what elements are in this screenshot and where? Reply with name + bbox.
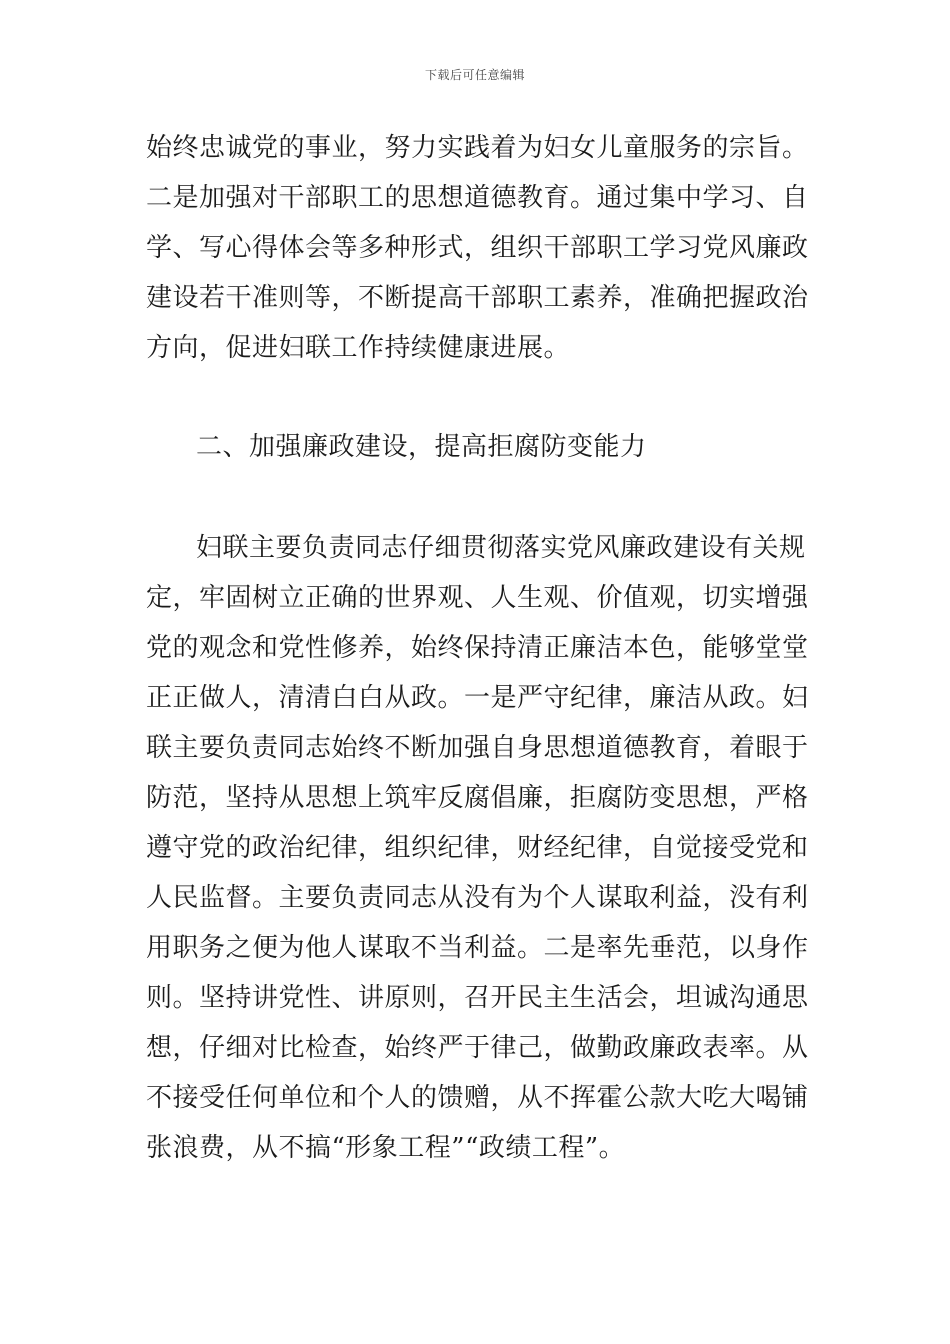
text-line: 联主要负责同志始终不断加强自身思想道德教育，着眼于 xyxy=(146,733,809,763)
text-line: 妇联主要负责同志仔细贯彻落实党风廉政建设有关规 xyxy=(196,533,806,563)
text-line: 不接受任何单位和个人的馈赠，从不挥霍公款大吃大喝铺 xyxy=(146,1083,809,1113)
text-line: 二是加强对干部职工的思想道德教育。通过集中学习、自 xyxy=(146,183,809,213)
text-line: 始终忠诚党的事业，努力实践着为妇女儿童服务的宗旨。 xyxy=(146,133,809,163)
text-line: 则。坚持讲党性、讲原则，召开民主生活会，坦诚沟通思 xyxy=(146,983,809,1013)
text-line: 方向，促进妇联工作持续健康进展。 xyxy=(146,333,571,363)
text-line: 张浪费，从不搞“形象工程”“政绩工程”。 xyxy=(146,1133,626,1163)
section-heading: 二、加强廉政建设，提高拒腐防变能力 xyxy=(196,432,647,462)
text-line: 人民监督。主要负责同志从没有为个人谋取利益，没有利 xyxy=(146,883,809,913)
text-line: 建设若干准则等，不断提高干部职工素养，准确把握政治 xyxy=(146,283,809,313)
text-line: 正正做人，清清白白从政。一是严守纪律，廉洁从政。妇 xyxy=(146,683,809,713)
page-header: 下载后可任意编辑 xyxy=(424,68,525,82)
text-line: 学、写心得体会等多种形式，组织干部职工学习党风廉政 xyxy=(146,233,809,263)
text-line: 党的观念和党性修养，始终保持清正廉洁本色，能够堂堂 xyxy=(146,633,809,663)
text-line: 用职务之便为他人谋取不当利益。二是率先垂范，以身作 xyxy=(146,933,809,963)
text-line: 定，牢固树立正确的世界观、人生观、价值观，切实增强 xyxy=(146,583,809,613)
text-line: 想，仔细对比检查，始终严于律己，做勤政廉政表率。从 xyxy=(146,1033,809,1063)
text-line: 遵守党的政治纪律，组织纪律，财经纪律，自觉接受党和 xyxy=(146,833,809,863)
text-line: 防范，坚持从思想上筑牢反腐倡廉，拒腐防变思想，严格 xyxy=(146,783,809,813)
